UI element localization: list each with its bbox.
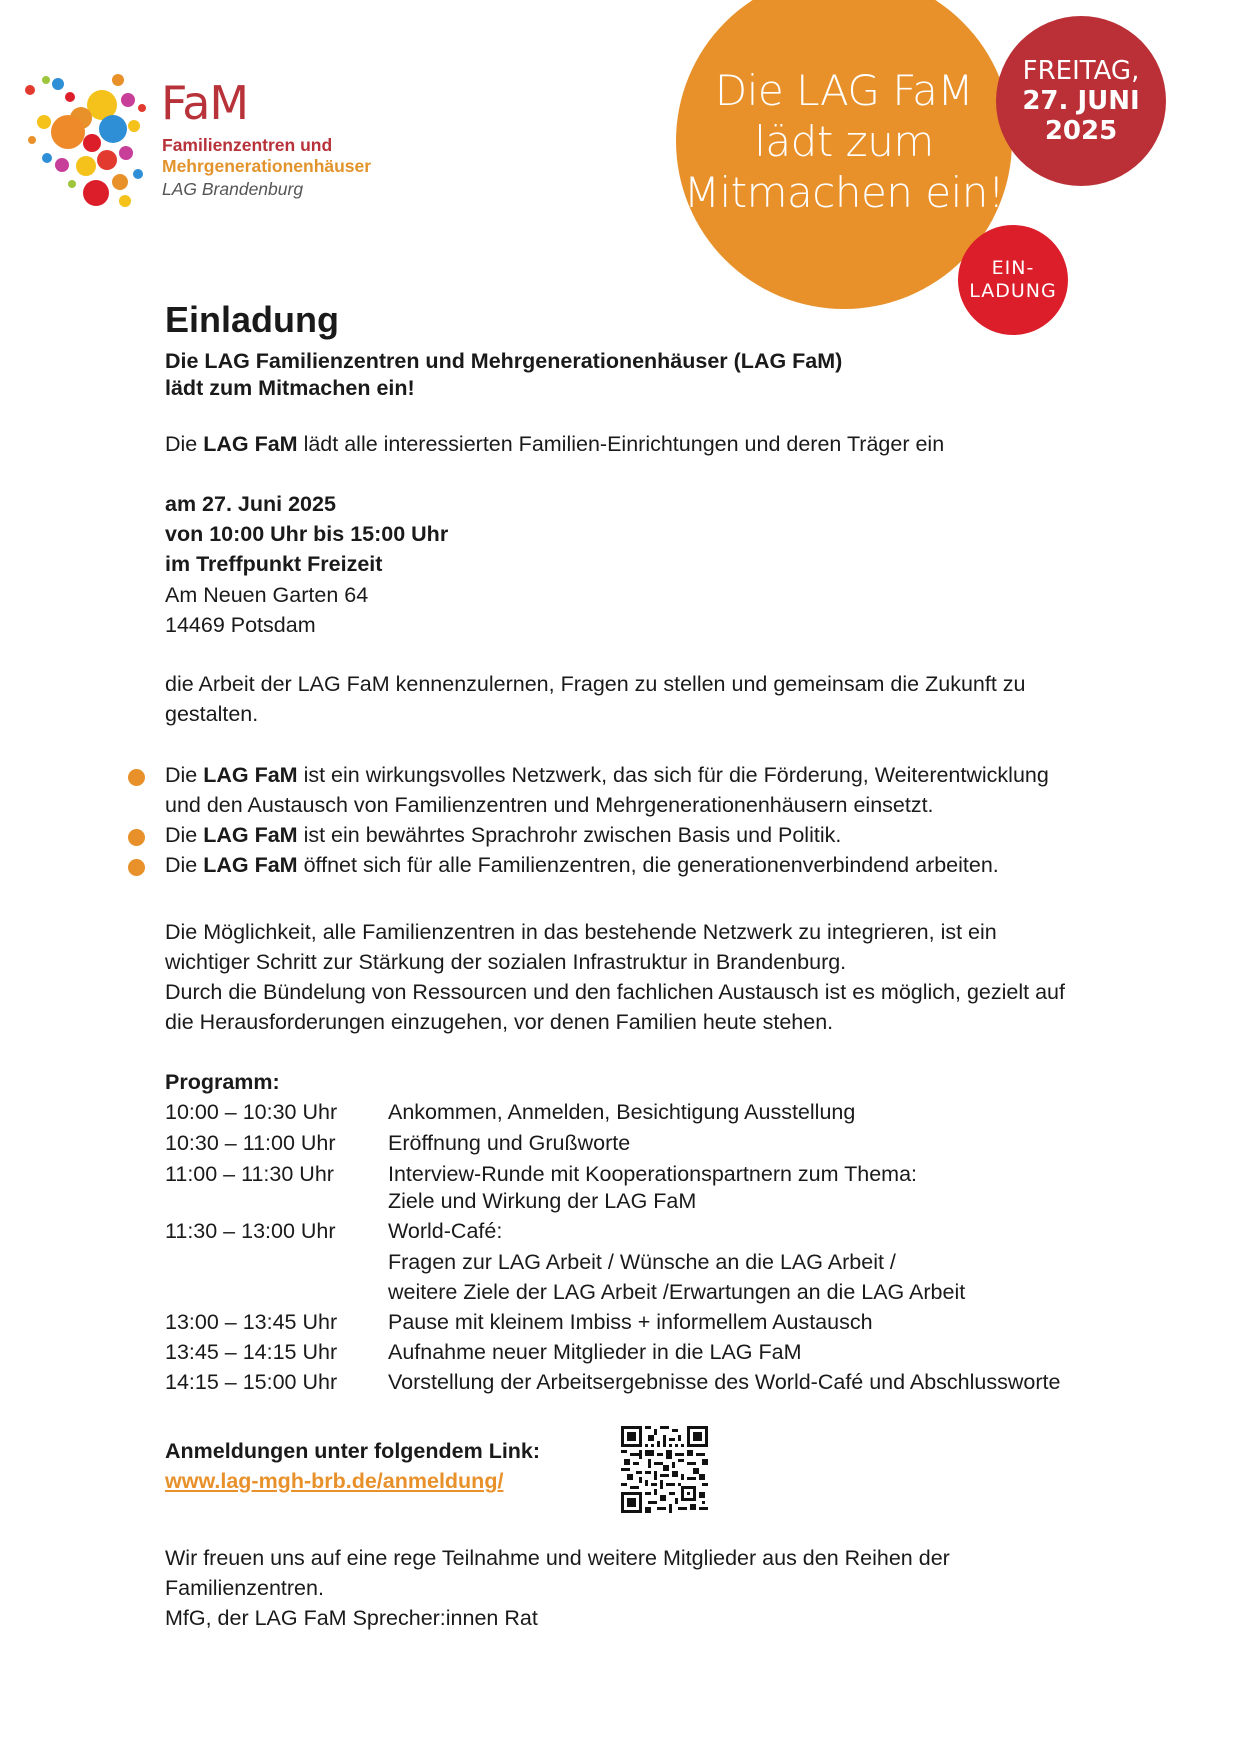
intro-text: Die LAG FaM lädt alle interessierten Familien-Einrichtungen und deren Träger ein	[165, 432, 945, 456]
paragraph-line-2: wichtiger Schritt zur Stärkung der sozialen Infrastruktur in Brandenburg.	[165, 950, 847, 974]
program-time: 13:45 – 14:15 Uhr	[165, 1340, 338, 1364]
event-city: 14469 Potsdam	[165, 613, 316, 637]
page-title: Einladung	[165, 299, 339, 340]
bullet-dot	[128, 769, 145, 786]
bullet-item-3: Die LAG FaM öffnet sich für alle Familienzentren, die generationenverbindend arbeiten.	[165, 853, 999, 877]
logo-line-1: Familienzentren und	[162, 135, 333, 155]
headline-line-1: Die LAG FaM	[714, 65, 974, 115]
date-day-month: 27. JUNI	[1022, 86, 1140, 116]
bullet-item-2: Die LAG FaM ist ein bewährtes Sprachrohr zwischen Basis und Politik.	[165, 823, 842, 847]
logo-region: LAG Brandenburg	[162, 179, 304, 199]
bullet-item-1-continued: und den Austausch von Familienzentren und Mehrgenerationenhäusern einsetzt.	[165, 793, 934, 817]
event-street: Am Neuen Garten 64	[165, 583, 369, 607]
closing-line-2: Familienzentren.	[165, 1576, 324, 1600]
program-desc: Pause mit kleinem Imbiss + informellem Austausch	[388, 1310, 873, 1334]
program-desc: Vorstellung der Arbeitsergebnisse des World-Café und Abschlussworte	[388, 1370, 1061, 1394]
headline-line-2: lädt zum	[754, 116, 934, 166]
program-desc: Fragen zur LAG Arbeit / Wünsche an die LAG Arbeit /	[388, 1250, 896, 1274]
program-heading: Programm:	[165, 1070, 280, 1094]
subtitle-line-1: Die LAG Familienzentren und Mehrgenerationenhäuser (LAG FaM)	[165, 349, 843, 373]
purpose-line-1: die Arbeit der LAG FaM kennenzulernen, Fragen zu stellen und gemeinsam die Zukunft zu	[165, 672, 1026, 696]
logo-wordmark: FaM	[161, 76, 249, 130]
paragraph-line-1: Die Möglichkeit, alle Familienzentren in das bestehende Netzwerk zu integrieren, ist ein	[165, 920, 997, 944]
logo-line-2: Mehrgenerationenhäuser	[162, 156, 372, 176]
bullet-dot	[128, 829, 145, 846]
subtitle-line-2: lädt zum Mitmachen ein!	[165, 376, 415, 400]
program-time: 11:30 – 13:00 Uhr	[165, 1219, 336, 1243]
date-weekday: FREITAG,	[1022, 56, 1140, 86]
registration-label: Anmeldungen unter folgendem Link:	[165, 1439, 541, 1463]
signature: MfG, der LAG FaM Sprecher:innen Rat	[165, 1606, 538, 1630]
program-time: 10:30 – 11:00 Uhr	[165, 1131, 336, 1155]
program-time: 14:15 – 15:00 Uhr	[165, 1370, 338, 1394]
headline-line-3: Mitmachen ein!	[683, 167, 1005, 217]
registration-link[interactable]: www.lag-mgh-brb.de/anmeldung/	[165, 1469, 504, 1493]
logo-dots-graphic	[24, 70, 154, 210]
event-time: von 10:00 Uhr bis 15:00 Uhr	[165, 522, 449, 546]
program-desc: Ziele und Wirkung der LAG FaM	[388, 1189, 697, 1213]
paragraph-line-4: die Herausforderungen einzugehen, vor denen Familien heute stehen.	[165, 1010, 834, 1034]
date-year: 2025	[1044, 116, 1118, 146]
program-desc: Aufnahme neuer Mitglieder in die LAG FaM	[388, 1340, 802, 1364]
program-desc: weitere Ziele der LAG Arbeit /Erwartungen an die LAG Arbeit	[388, 1280, 966, 1304]
invitation-badge	[958, 225, 1068, 335]
badge-line-2: LADUNG	[969, 280, 1057, 302]
purpose-line-2: gestalten.	[165, 702, 259, 726]
event-date: am 27. Juni 2025	[165, 492, 336, 516]
program-time: 13:00 – 13:45 Uhr	[165, 1310, 338, 1334]
program-time: 11:00 – 11:30 Uhr	[165, 1162, 334, 1186]
bullet-item-1: Die LAG FaM ist ein wirkungsvolles Netzwerk, das sich für die Förderung, Weiterentwicklung	[165, 763, 1049, 787]
program-desc: World-Café:	[388, 1219, 503, 1243]
date-circle	[996, 16, 1166, 186]
program-desc: Interview-Runde mit Kooperationspartnern zum Thema:	[388, 1162, 917, 1186]
program-desc: Ankommen, Anmelden, Besichtigung Ausstellung	[388, 1100, 856, 1124]
qr-code[interactable]	[621, 1426, 708, 1513]
closing-line-1: Wir freuen uns auf eine rege Teilnahme und weitere Mitglieder aus den Reihen der	[165, 1546, 950, 1570]
event-venue: im Treffpunkt Freizeit	[165, 552, 383, 576]
paragraph-line-3: Durch die Bündelung von Ressourcen und den fachlichen Austausch ist es möglich, gezielt auf	[165, 980, 1065, 1004]
bullet-dot	[128, 859, 145, 876]
badge-line-1: EIN-	[991, 257, 1035, 279]
program-time: 10:00 – 10:30 Uhr	[165, 1100, 338, 1124]
program-desc: Eröffnung und Grußworte	[388, 1131, 631, 1155]
